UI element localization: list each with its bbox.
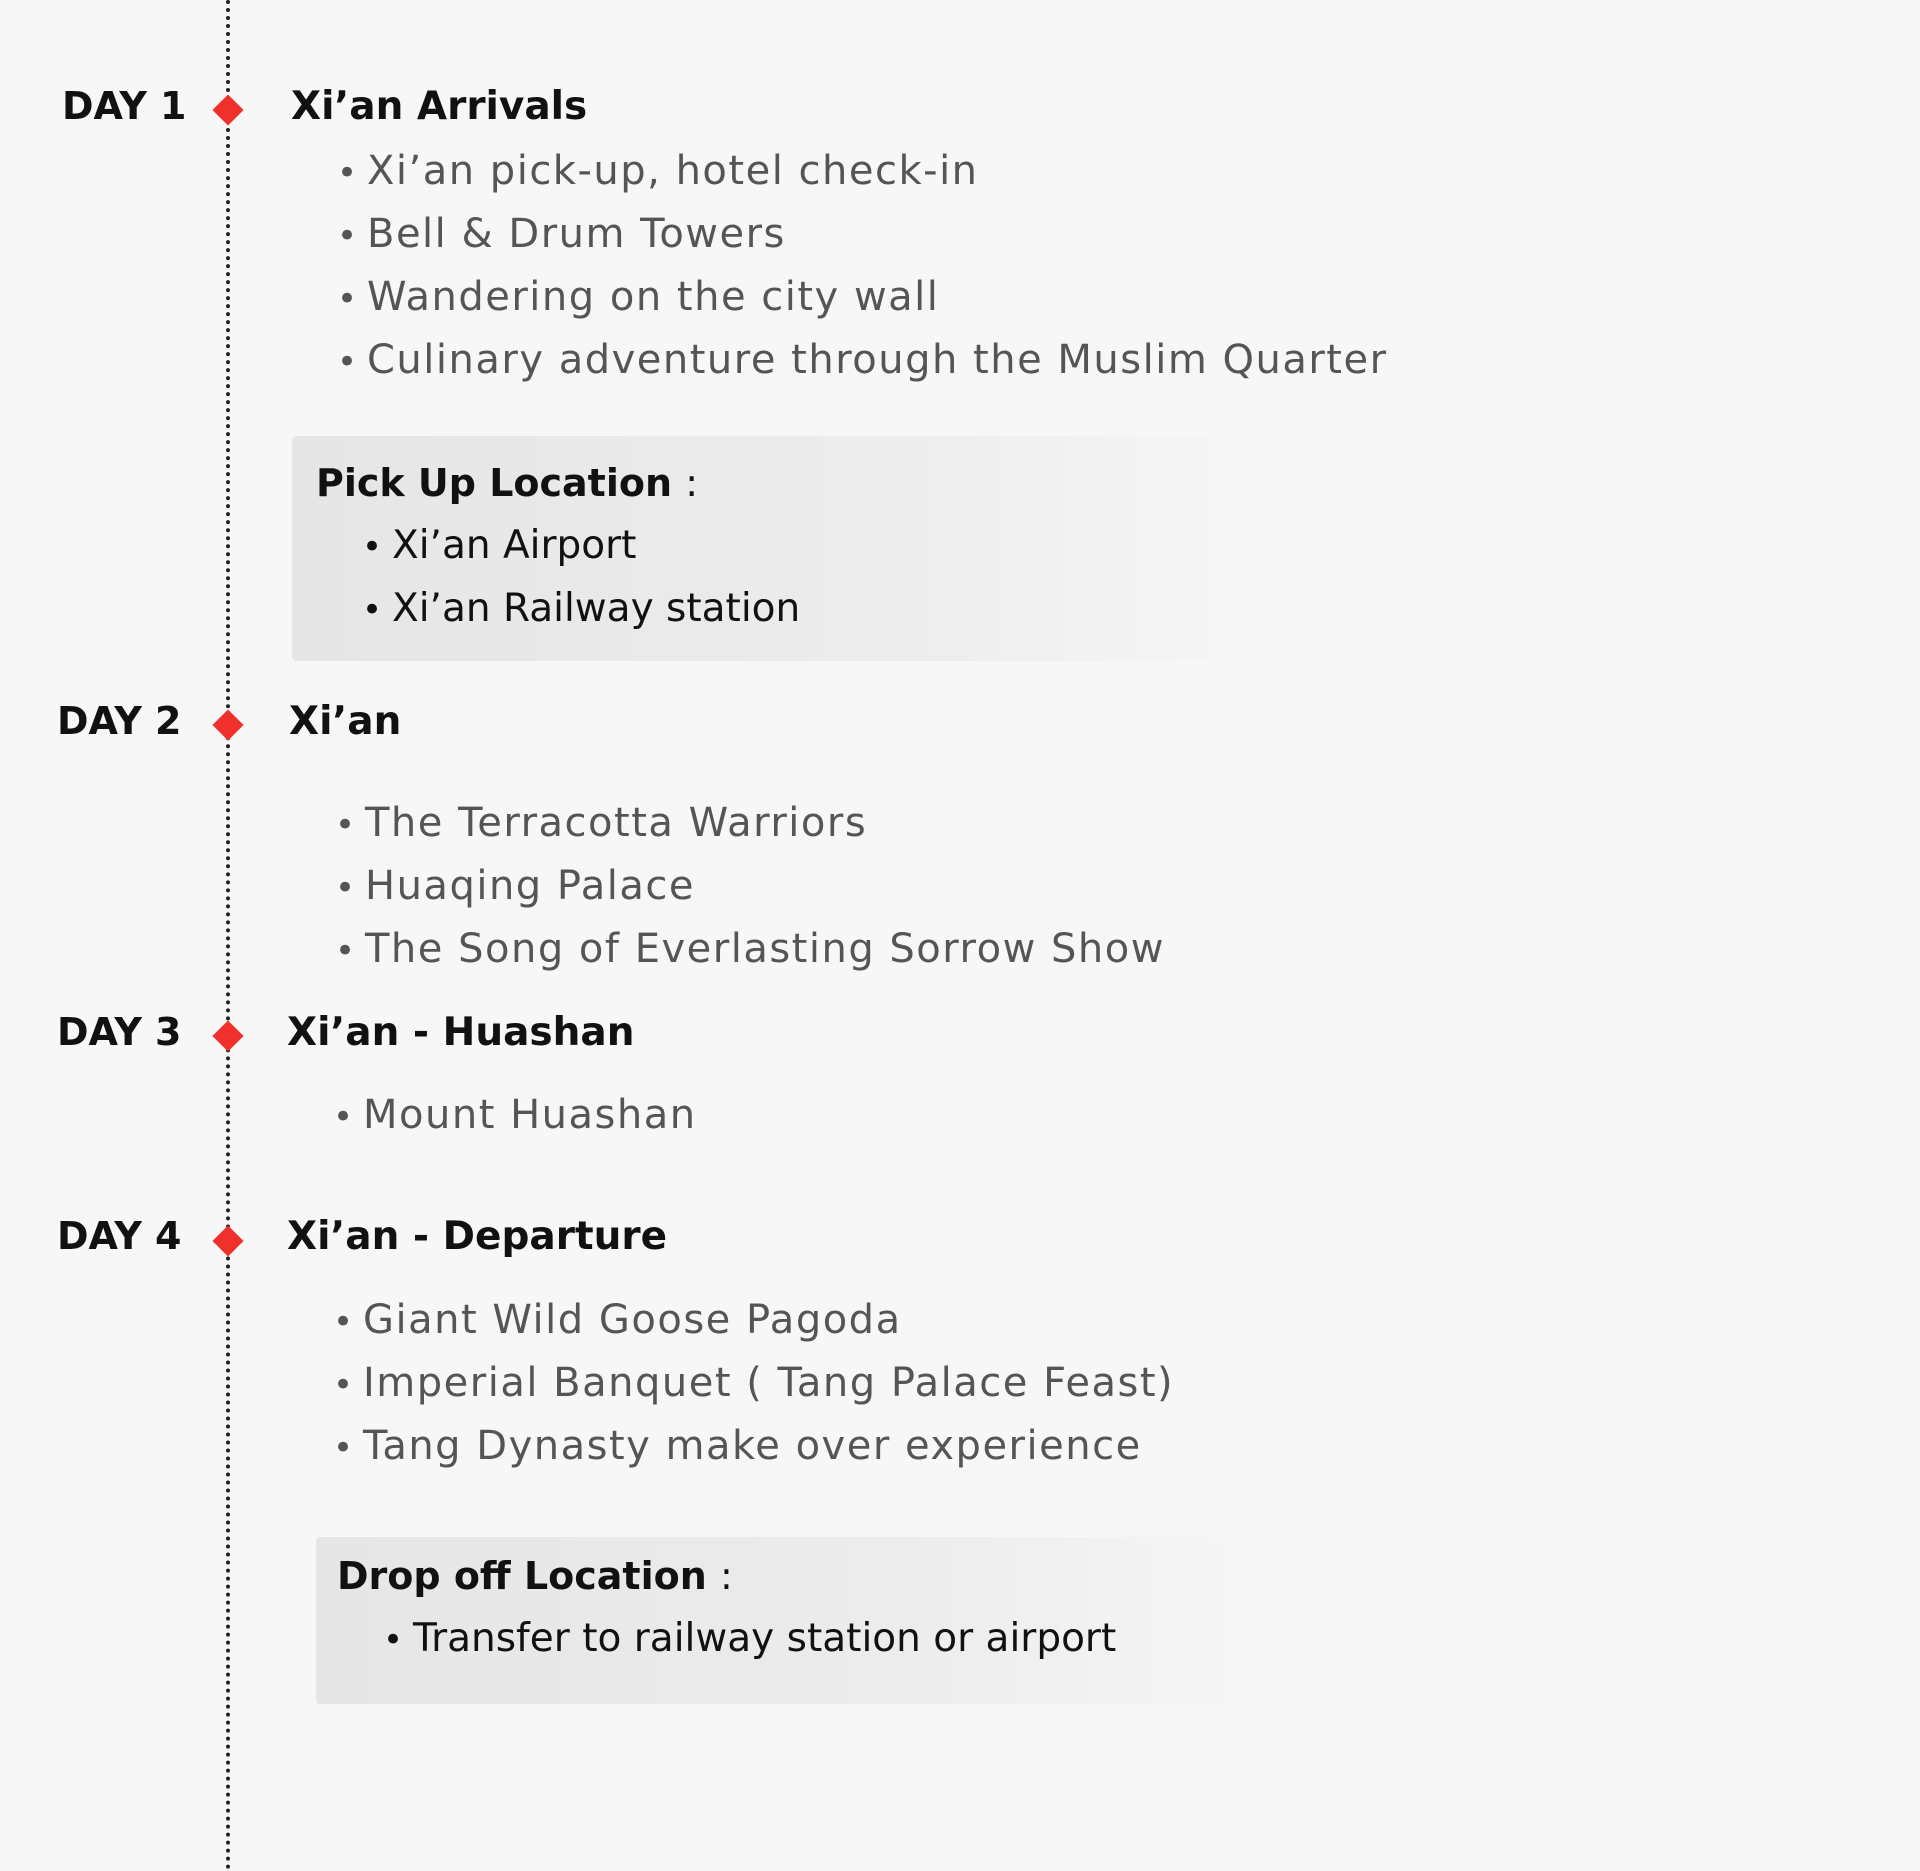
pickup-location-item-text: Xi’an Airport	[392, 523, 637, 568]
bullet-icon: •	[333, 1365, 355, 1405]
timeline-marker-day-1	[212, 94, 243, 125]
bullet-icon: •	[337, 153, 359, 193]
day-label-1: DAY 1	[62, 84, 187, 128]
list-item	[337, 337, 1388, 385]
day-label-3: DAY 3	[57, 1010, 182, 1054]
list-item	[337, 211, 786, 259]
pickup-location-title-text: Pick Up Location	[316, 461, 673, 505]
list-item-text: Bell & Drum Towers	[367, 211, 786, 257]
dropoff-location-title	[337, 1553, 733, 1599]
bullet-icon: •	[335, 868, 357, 908]
list-item	[333, 1297, 902, 1345]
timeline-marker-day-2	[212, 709, 243, 740]
bullet-icon: •	[383, 1620, 404, 1660]
list-item	[335, 926, 1165, 974]
list-item-text: The Terracotta Warriors	[365, 800, 868, 846]
bullet-icon: •	[335, 931, 357, 971]
day-title-4: Xi’an - Departure	[287, 1214, 668, 1259]
list-item-text: Giant Wild Goose Pagoda	[363, 1297, 902, 1343]
day-title-2: Xi’an	[289, 699, 402, 744]
day-label-4: DAY 4	[57, 1214, 182, 1258]
bullet-icon: •	[337, 279, 359, 319]
bullet-icon: •	[362, 590, 383, 630]
list-item	[333, 1360, 1174, 1408]
list-item	[335, 863, 695, 911]
pickup-location-item-text: Xi’an Railway station	[392, 586, 801, 631]
dropoff-location-item-text: Transfer to railway station or airport	[413, 1616, 1117, 1661]
day-title-1: Xi’an Arrivals	[291, 84, 588, 129]
bullet-icon: •	[333, 1302, 355, 1342]
day-title-3: Xi’an - Huashan	[287, 1010, 635, 1055]
list-item-text: Wandering on the city wall	[367, 274, 940, 320]
bullet-icon: •	[333, 1097, 355, 1137]
dropoff-location-title-text: Drop off Location	[337, 1554, 707, 1598]
list-item-text: Mount Huashan	[363, 1092, 697, 1138]
timeline-marker-day-4	[212, 1225, 243, 1256]
bullet-icon: •	[335, 805, 357, 845]
list-item	[333, 1092, 697, 1140]
dropoff-location-item	[383, 1616, 1116, 1663]
list-item	[333, 1423, 1142, 1471]
list-item-text: Tang Dynasty make over experience	[363, 1423, 1142, 1469]
list-item-text: Culinary adventure through the Muslim Quarter	[367, 337, 1388, 383]
pickup-location-item	[362, 586, 800, 633]
pickup-location-title	[316, 460, 698, 506]
pickup-location-item	[362, 523, 636, 570]
list-item-text: The Song of Everlasting Sorrow Show	[365, 926, 1165, 972]
timeline-dotted-line	[226, 0, 230, 1871]
bullet-icon: •	[337, 216, 359, 256]
timeline-marker-day-3	[212, 1020, 243, 1051]
list-item	[335, 800, 867, 848]
list-item	[337, 274, 939, 322]
list-item-text: Imperial Banquet ( Tang Palace Feast)	[363, 1360, 1175, 1406]
bullet-icon: •	[362, 527, 383, 567]
bullet-icon: •	[337, 342, 359, 382]
list-item-text: Xi’an pick-up, hotel check-in	[367, 148, 979, 194]
list-item-text: Huaqing Palace	[365, 863, 695, 909]
bullet-icon: •	[333, 1428, 355, 1468]
list-item	[337, 148, 979, 196]
dropoff-location-colon: :	[720, 1554, 733, 1598]
pickup-location-colon: :	[685, 461, 699, 505]
day-label-2: DAY 2	[57, 699, 182, 743]
